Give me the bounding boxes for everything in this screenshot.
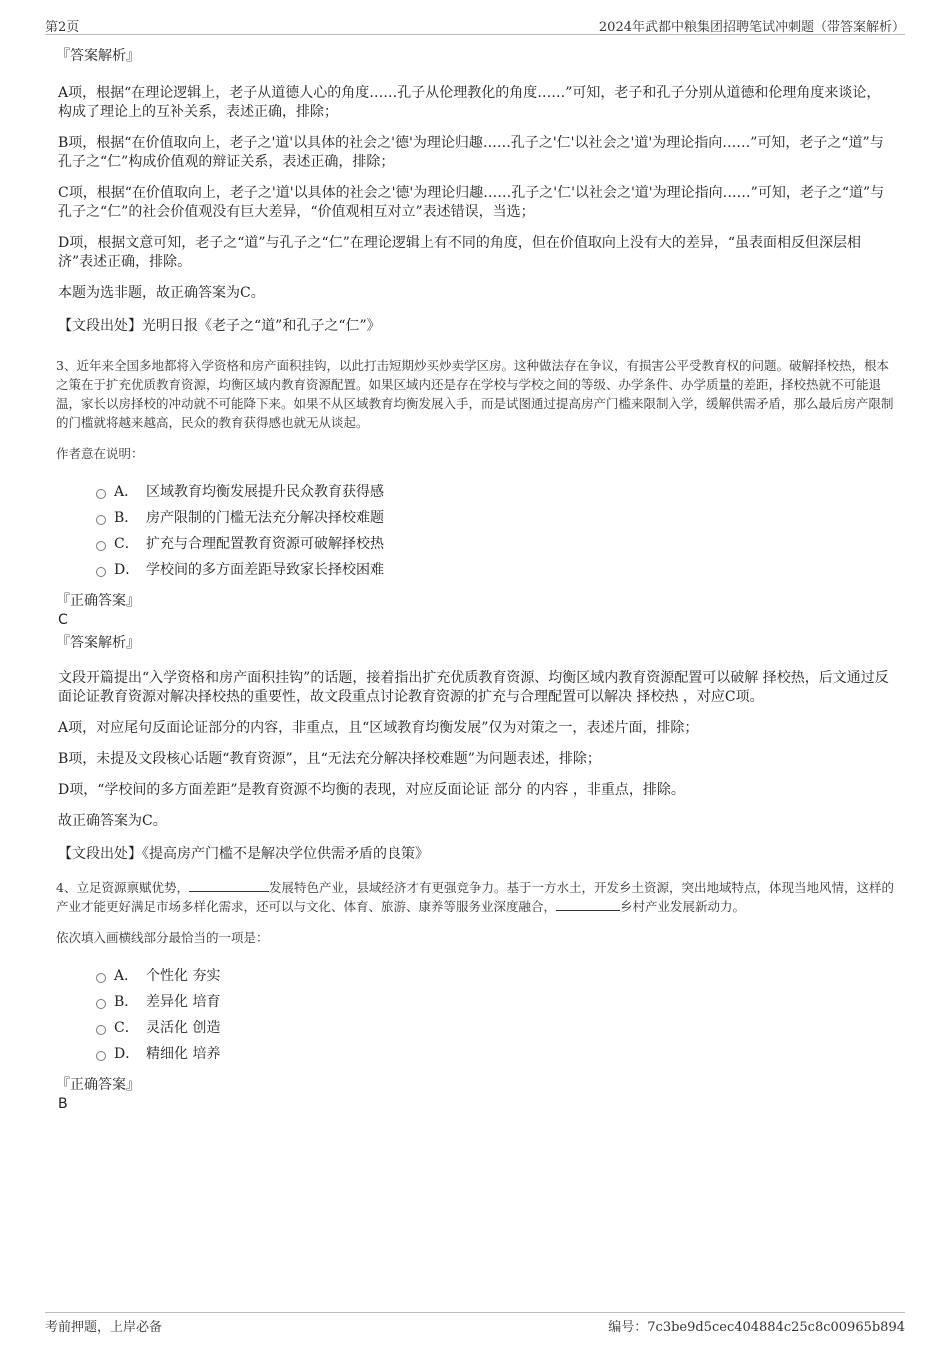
option-text: 房产限制的门槛无法充分解决择校难题 [146,510,384,526]
source-citation: 【文段出处】《提高房产门槛不是解决学位供需矛盾的良策》 [58,846,429,862]
question-text: 3、近年来全国多地都将入学资格和房产面积挂钩，以此打击短期炒买炒卖学区房。这种做法存在争议，有损害公平受教育权的问题。破解择校热，根本之策在于扩充优质教育资源，均衡区域内教育资源配置。如果区域内还是存在学校与学校之间的等级、办学条件、办学质量的差距，择校热就不可能退温，家长以房择校的冲动就不可能降下来。如果不从区域教育均衡发展入手，而是试图通过提高房产门槛来限制入学，缓解供需矛盾，那么最后房产限制的门槛就将越来越高，民众的教育获得感也就无从谈起。 [56,358,894,430]
analysis-paragraph: 文段开篇提出“入学资格和房产面积挂钩”的话题，接着指出扩充优质教育资源、均衡区域内教育资源配置可以破解 择校热，后文通过反面论证教育资源对解决择校热的重要性，故文段重点讨论教育资源的扩充与合理配置可以解决 择校热 ，对应C项。 [58,670,889,705]
option-c[interactable] [96,533,894,559]
correct-answer-label: 『正确答案』 [56,1077,140,1093]
page-content [56,46,894,1117]
analysis-paragraph: A项，根据“在理论逻辑上，老子从道德人心的角度……孔子从伦理教化的角度……”可知，老子和孔子分别从道德和伦理角度来谈论，构成了理论上的互补关系，表述正确，排除； [58,85,881,120]
analysis-paragraph: D项，“学校间的多方面差距”是教育资源不均衡的表现，对应反面论证 部分 的内容 ，非重点，排除。 [58,782,685,798]
question-text-part: 4、立足资源禀赋优势， [56,880,189,895]
correct-answer-label: 『正确答案』 [56,593,140,609]
option-letter: B． [114,994,139,1010]
option-text: 个性化 夯实 [146,968,221,984]
option-text: 灵活化 创造 [146,1020,221,1036]
question-3 [56,356,894,864]
source-citation: 【文段出处】光明日报《老子之“道”和孔子之“仁”》 [58,318,381,334]
analysis-paragraph: B项，根据“在价值取向上，老子之'道'以具体的社会之'德'为理论归趣……孔子之'仁'以社会之'道'为理论指向……”可知，老子之“道”与孔子之“仁”构成价值观的辩证关系，表述正确，排除； [58,135,884,170]
q2-analysis [56,46,894,336]
page-number: 第2页 [45,20,80,35]
radio-icon[interactable] [96,489,106,499]
option-text: 精细化 培养 [146,1046,221,1062]
question-text [56,878,894,916]
option-d[interactable] [96,559,894,585]
radio-icon[interactable] [96,567,106,577]
option-c[interactable] [96,1017,894,1043]
option-text: 学校间的多方面差距导致家长择校困难 [146,562,384,578]
option-list [96,481,894,585]
option-b[interactable] [96,991,894,1017]
radio-icon[interactable] [96,515,106,525]
option-letter: C． [114,536,139,552]
analysis-label: 『答案解析』 [56,635,140,651]
fill-blank [556,898,620,911]
option-letter: D． [114,562,140,578]
option-letter: C． [114,1020,139,1036]
document-id: 编号：7c3be9d5cec404884c25c8c00965b894 [608,1320,905,1335]
fill-blank [189,879,269,892]
analysis-paragraph: D项，根据文意可知，老子之“道”与孔子之“仁”在理论逻辑上有不同的角度，但在价值取向上没有大的差异，“虽表面相反但深层相济”表述正确，排除。 [58,235,862,270]
analysis-conclusion: 本题为选非题，故正确答案为C。 [58,285,265,301]
question-4 [56,878,894,1113]
footer-slogan: 考前押题，上岸必备 [45,1320,163,1335]
page-header [45,14,905,35]
option-b[interactable] [96,507,894,533]
radio-icon[interactable] [96,1051,106,1061]
question-prompt: 作者意在说明： [56,446,144,461]
option-a[interactable] [96,965,894,991]
question-prompt: 依次填入画横线部分最恰当的一项是： [56,930,269,945]
page-footer [45,1312,905,1335]
radio-icon[interactable] [96,1025,106,1035]
option-letter: A． [114,484,139,500]
analysis-paragraph: C项，根据“在价值取向上，老子之'道'以具体的社会之'德'为理论归趣……孔子之'仁'以社会之'道'为理论指向……”可知，老子之“道”与孔子之“仁”的社会价值观没有巨大差异，“价值观相互对立”表述错误，当选； [58,185,885,220]
document-title: 2024年武都中粮集团招聘笔试冲刺题（带答案解析） [598,20,905,35]
radio-icon[interactable] [96,999,106,1009]
option-letter: D． [114,1046,140,1062]
analysis-conclusion: 故正确答案为C。 [58,813,167,829]
option-letter: B． [114,510,139,526]
analysis-paragraph: B项，未提及文段核心话题“教育资源”，且“无法充分解决择校难题”为问题表述，排除； [58,751,601,767]
option-list [96,965,894,1069]
question-text-part: 发展特色产业，县域经济才有更强竞争力。基于一方水土，开发乡土资源，突出地域特点，体现当地风情，这样的产业才能更好满足市场多样化需求，还可以与文化、体育、旅游、康养等服务业深度融合， [56,880,894,914]
option-text: 差异化 培育 [146,994,221,1010]
analysis-label: 『答案解析』 [56,48,140,64]
analysis-paragraph: A项，对应尾句反面论证部分的内容，非重点，且“区域教育均衡发展”仅为对策之一，表述片面，排除； [58,720,699,736]
radio-icon[interactable] [96,973,106,983]
question-text-part: 乡村产业发展新动力。 [620,899,746,914]
radio-icon[interactable] [96,541,106,551]
correct-answer: C [58,612,68,628]
option-text: 区域教育均衡发展提升民众教育获得感 [146,484,384,500]
option-text: 扩充与合理配置教育资源可破解择校热 [146,536,384,552]
option-a[interactable] [96,481,894,507]
option-letter: A． [114,968,139,984]
option-d[interactable] [96,1043,894,1069]
correct-answer: B [58,1096,68,1112]
